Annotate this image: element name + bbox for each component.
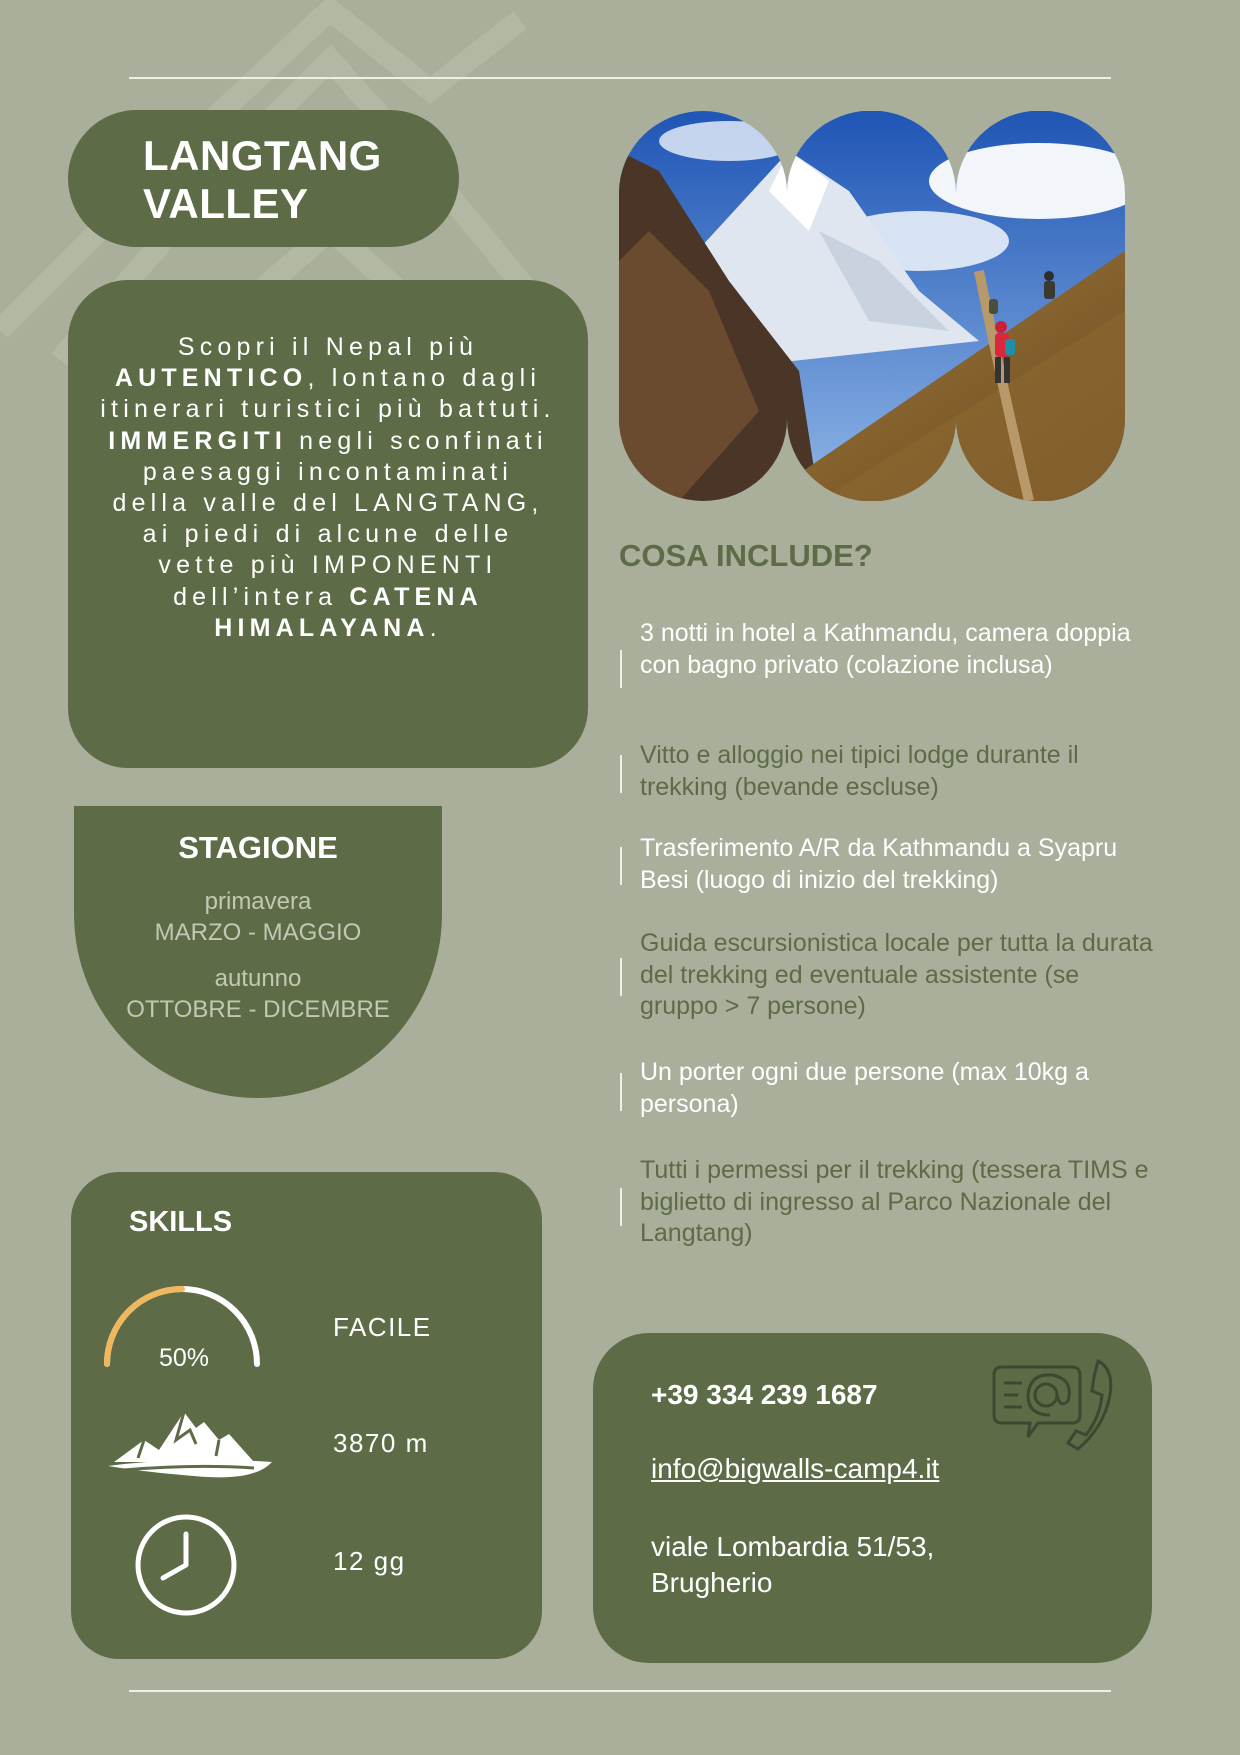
intro-text [98, 332, 558, 644]
autumn-months: OTTOBRE - DICEMBRE [126, 996, 390, 1023]
intro-part: negli sconfinati paesaggi incontaminati della valle del LANGTANG, ai piedi di alcune delle vette più IMPONENTI dell’intera [112, 426, 548, 611]
contact-email-link[interactable]: info@bigwalls-camp4.it [651, 1453, 940, 1484]
altitude-value: 3870 m [333, 1428, 429, 1458]
intro-part: . [429, 613, 442, 642]
email-phone-icon [988, 1355, 1120, 1455]
include-item-bar [620, 1073, 622, 1111]
title-line-1: LANGTANG [143, 132, 382, 179]
intro-panel [68, 280, 588, 768]
intro-part: , lontano dagli itinerari turistici più battuti. [100, 364, 556, 424]
gauge-percent-label: 50% [158, 1344, 210, 1372]
include-item-bar [620, 755, 622, 793]
include-item-bar [620, 650, 622, 688]
include-item: Tutti i permessi per il trekking (tessera TIMS e biglietto di ingresso al Parco Nazionale del Langtang) [640, 1156, 1149, 1247]
top-divider [129, 77, 1111, 79]
intro-part-bold: IMMERGITI [108, 426, 287, 455]
spring-months: MARZO - MAGGIO [154, 919, 362, 946]
spring-label: primavera [204, 888, 312, 915]
duration-value: 12 gg [333, 1546, 406, 1576]
skills-title: SKILLS [129, 1206, 233, 1238]
includes-title: COSA INCLUDE? [619, 538, 873, 573]
include-item: Guida escursionistica locale per tutta la durata del trekking ed eventuale assistente (se gruppo > 7 persone) [640, 929, 1153, 1020]
intro-part-bold: AUTENTICO [114, 364, 308, 393]
include-item: 3 notti in hotel a Kathmandu, camera doppia con bagno privato (colazione inclusa) [640, 619, 1131, 679]
contact-address-line-2: Brugherio [651, 1567, 773, 1598]
clock-icon [133, 1512, 239, 1618]
title-line-2: VALLEY [143, 180, 309, 227]
contact-phone[interactable]: +39 334 239 1687 [651, 1379, 878, 1410]
contact-panel [593, 1333, 1152, 1663]
page-title [143, 132, 382, 228]
gauge-icon [99, 1272, 269, 1382]
include-item: Un porter ogni due persone (max 10kg a persona) [640, 1058, 1089, 1118]
skills-panel [71, 1172, 542, 1659]
autumn-label: autunno [214, 965, 302, 992]
bottom-divider [129, 1690, 1111, 1692]
include-item: Vitto e alloggio nei tipici lodge durante il trekking (bevande escluse) [640, 741, 1079, 801]
mountain-icon [104, 1400, 276, 1480]
contact-address-line-1: viale Lombardia 51/53, [651, 1531, 935, 1562]
title-badge [68, 110, 459, 247]
include-item: Trasferimento A/R da Kathmandu a Syapru Besi (luogo di inizio del trekking) [640, 834, 1118, 894]
season-title: STAGIONE [178, 830, 338, 865]
intro-part-bold: CATENA HIMALAYANA [214, 582, 483, 642]
intro-part: Scopri il Nepal più [177, 333, 479, 361]
mountain-trek-photo [619, 111, 1125, 501]
include-item-bar [620, 958, 622, 996]
difficulty-value: FACILE [333, 1312, 432, 1342]
include-item-bar [620, 847, 622, 885]
include-item-bar [620, 1188, 622, 1226]
